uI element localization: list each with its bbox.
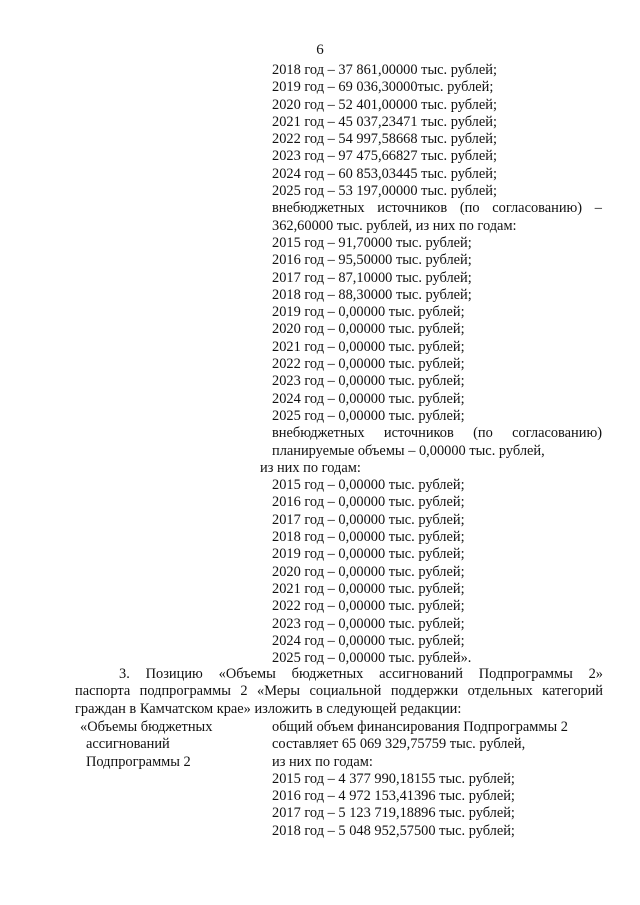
list-item: 2024 год – 0,00000 тыс. рублей; bbox=[272, 632, 465, 649]
list-item: 2022 год – 54 997,58668 тыс. рублей; bbox=[272, 131, 497, 148]
list-item: из них по годам: bbox=[260, 459, 361, 476]
list-item: 2024 год – 0,00000 тыс. рублей; bbox=[272, 390, 465, 407]
list-item: 2016 год – 0,00000 тыс. рублей; bbox=[272, 494, 465, 511]
list-item: 362,60000 тыс. рублей, из них по годам: bbox=[272, 217, 517, 234]
list-item: 2020 год – 0,00000 тыс. рублей; bbox=[272, 321, 465, 338]
list-item: 2020 год – 52 401,00000 тыс. рублей; bbox=[272, 96, 497, 113]
paragraph-line: паспорта подпрограммы 2 «Меры социальной поддержки отдельных категорий bbox=[75, 683, 603, 700]
list-item: 2023 год – 0,00000 тыс. рублей; bbox=[272, 615, 465, 632]
list-item: 2024 год – 60 853,03445 тыс. рублей; bbox=[272, 165, 497, 182]
list-item: 2018 год – 88,30000 тыс. рублей; bbox=[272, 286, 472, 303]
table-left-cell bbox=[80, 719, 260, 771]
table-right-cell bbox=[272, 719, 602, 840]
list-item: внебюджетных источников (по согласованию) bbox=[272, 425, 602, 442]
list-item: 2016 год – 95,50000 тыс. рублей; bbox=[272, 252, 472, 269]
table-left-line: Подпрограммы 2 bbox=[86, 753, 191, 770]
list-item: 2019 год – 69 036,30000тыс. рублей; bbox=[272, 79, 494, 96]
table-right-line: 2018 год – 5 048 952,57500 тыс. рублей; bbox=[272, 822, 515, 839]
list-item: 2022 год – 0,00000 тыс. рублей; bbox=[272, 356, 465, 373]
paragraph-3 bbox=[75, 666, 603, 718]
list-item: 2025 год – 53 197,00000 тыс. рублей; bbox=[272, 183, 497, 200]
table-right-line: общий объем финансирования Подпрограммы 2 bbox=[272, 719, 568, 735]
list-item: внебюджетных источников (по согласованию) – bbox=[272, 200, 602, 217]
list-item: 2019 год – 0,00000 тыс. рублей; bbox=[272, 304, 465, 321]
list-item: 2015 год – 91,70000 тыс. рублей; bbox=[272, 234, 472, 251]
table-right-line: из них по годам: bbox=[272, 753, 373, 770]
paragraph-line: граждан в Камчатском крае» изложить в следующей редакции: bbox=[75, 700, 462, 717]
list-item: 2023 год – 97 475,66827 тыс. рублей; bbox=[272, 148, 497, 165]
list-item: 2023 год – 0,00000 тыс. рублей; bbox=[272, 373, 465, 390]
list-item: 2017 год – 87,10000 тыс. рублей; bbox=[272, 269, 472, 286]
table-right-line: 2016 год – 4 972 153,41396 тыс. рублей; bbox=[272, 788, 515, 805]
list-item: 2021 год – 0,00000 тыс. рублей; bbox=[272, 580, 465, 597]
list-item: 2021 год – 0,00000 тыс. рублей; bbox=[272, 338, 465, 355]
table-right-line: 2015 год – 4 377 990,18155 тыс. рублей; bbox=[272, 770, 515, 787]
list-item: 2025 год – 0,00000 тыс. рублей; bbox=[272, 407, 465, 424]
list-item: 2018 год – 0,00000 тыс. рублей; bbox=[272, 529, 465, 546]
funding-list-top bbox=[260, 62, 602, 667]
table-right-line: 2017 год – 5 123 719,18896 тыс. рублей; bbox=[272, 805, 515, 822]
table-left-line: ассигнований bbox=[86, 736, 170, 753]
list-item: 2025 год – 0,00000 тыс. рублей». bbox=[272, 650, 472, 667]
table-left-line: «Объемы бюджетных bbox=[80, 719, 213, 735]
list-item: 2020 год – 0,00000 тыс. рублей; bbox=[272, 563, 465, 580]
list-item: 2017 год – 0,00000 тыс. рублей; bbox=[272, 511, 465, 528]
list-item: планируемые объемы – 0,00000 тыс. рублей, bbox=[272, 442, 545, 459]
list-item: 2019 год – 0,00000 тыс. рублей; bbox=[272, 546, 465, 563]
list-item: 2022 год – 0,00000 тыс. рублей; bbox=[272, 598, 465, 615]
list-item: 2018 год – 37 861,00000 тыс. рублей; bbox=[272, 62, 497, 78]
page-number: 6 bbox=[316, 42, 324, 58]
paragraph-line: 3. Позицию «Объемы бюджетных ассигнований Подпрограммы 2» bbox=[119, 666, 603, 682]
table-right-line: составляет 65 069 329,75759 тыс. рублей, bbox=[272, 736, 526, 753]
list-item: 2021 год – 45 037,23471 тыс. рублей; bbox=[272, 113, 497, 130]
list-item: 2015 год – 0,00000 тыс. рублей; bbox=[272, 477, 465, 494]
